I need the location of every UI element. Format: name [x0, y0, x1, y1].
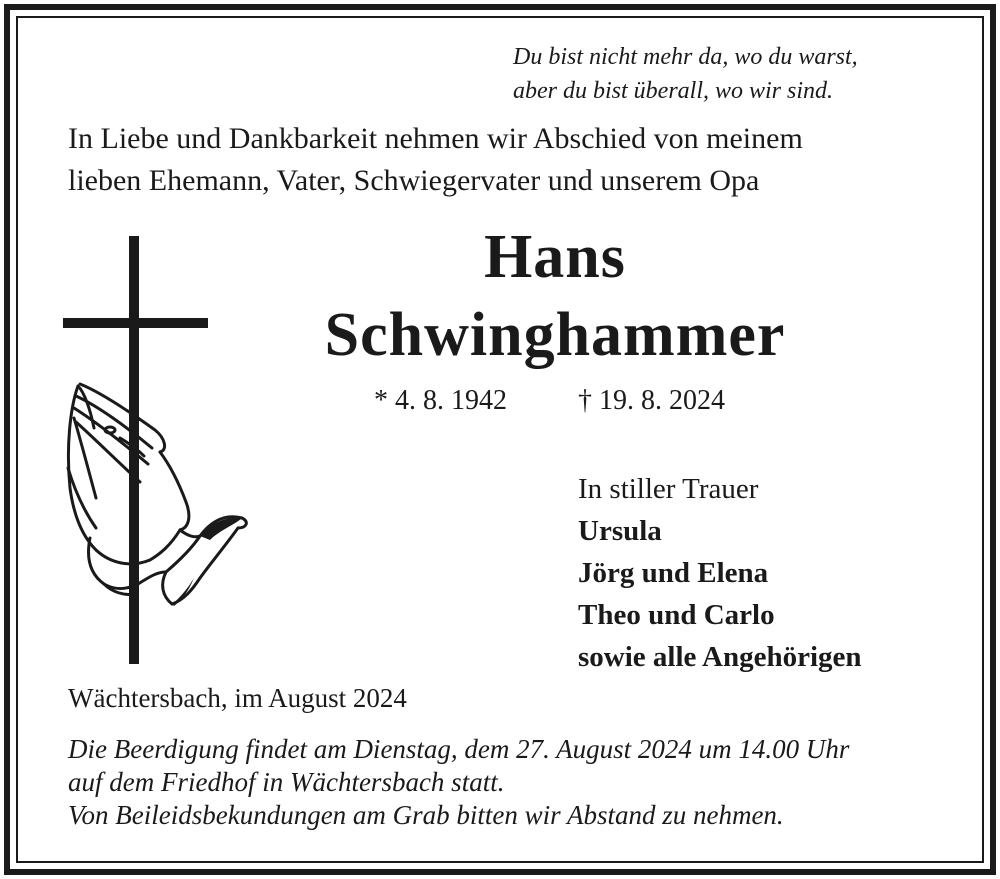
intro-line: In Liebe und Dankbarkeit nehmen wir Abschied von meinem: [68, 122, 803, 155]
funeral-line: auf dem Friedhof in Wächtersbach statt.: [68, 767, 505, 797]
mourner-name: sowie alle Angehörigen: [578, 641, 862, 673]
intro-text: [68, 118, 968, 202]
funeral-notice: [68, 733, 968, 832]
deceased-last-name: Schwinghammer: [324, 301, 786, 369]
mourner-name: Theo und Carlo: [578, 599, 775, 631]
motto: [513, 40, 943, 108]
mourner-name: Jörg und Elena: [578, 557, 769, 589]
deceased-first-name: Hans: [484, 223, 626, 291]
motto-line: Du bist nicht mehr da, wo du warst,: [513, 44, 858, 70]
funeral-line: Von Beileidsbekundungen am Grab bitten wir Abstand zu nehmen.: [68, 800, 784, 830]
praying-hands-icon: [60, 378, 255, 610]
death-date: † 19. 8. 2024: [578, 385, 725, 416]
birth-date: * 4. 8. 1942: [374, 385, 507, 416]
funeral-line: Die Beerdigung findet am Dienstag, dem 27. August 2024 um 14.00 Uhr: [68, 734, 850, 764]
mourner-name: Ursula: [578, 515, 662, 547]
intro-line: lieben Ehemann, Vater, Schwiegervater und unserem Opa: [68, 164, 760, 197]
motto-line: aber du bist überall, wo wir sind.: [513, 78, 834, 104]
place-date: Wächtersbach, im August 2024: [68, 683, 407, 713]
mourning-lead: In stiller Trauer: [578, 473, 759, 505]
mourners-block: [578, 468, 958, 678]
